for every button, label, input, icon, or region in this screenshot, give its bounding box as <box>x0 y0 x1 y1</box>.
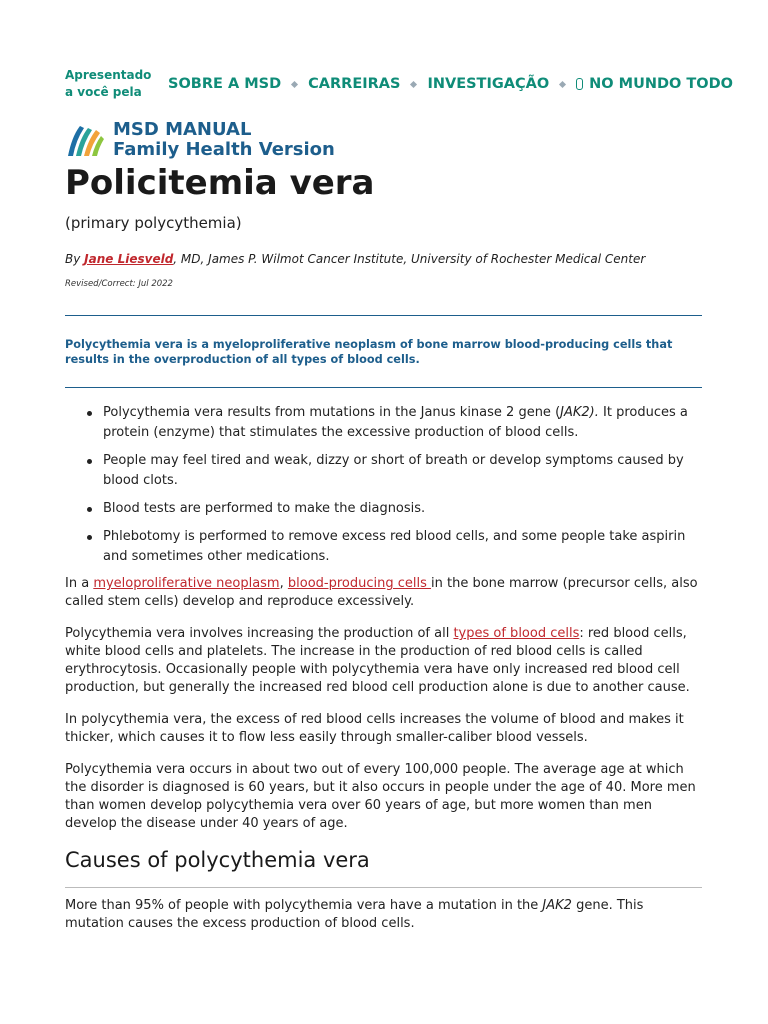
nav-no-mundo-todo[interactable]: NO MUNDO TODO <box>589 76 733 92</box>
types-of-blood-cells-link[interactable]: types of blood cells <box>453 626 580 641</box>
top-bar <box>65 67 733 107</box>
paragraph-4: Polycythemia vera occurs in about two out of every 100,000 people. The average age at which the disorder is diagnosed is 60 years, but it also occurs in people under the age of 40. More men than women develop polycythemia vera over 60 years of age, but more women than men develop the disease under 40 years of age. <box>65 762 696 831</box>
author-link[interactable]: Jane Liesveld <box>84 252 174 266</box>
byline <box>65 252 645 266</box>
paragraph-5: More than 95% of people with polycythemia vera have a mutation in the JAK2 gene. This mutation causes the excess production of blood cells. <box>65 898 644 931</box>
nav-sobre[interactable]: SOBRE A MSD <box>168 76 282 92</box>
summary-bottom-rule <box>65 387 702 388</box>
nav-carreiras[interactable]: CARREIRAS <box>308 76 401 92</box>
presented-line-2: a você pela <box>65 85 142 99</box>
list-item: People may feel tired and weak, dizzy or short of breath or develop symptoms caused by blood clots. <box>65 451 705 491</box>
list-item: Polycythemia vera results from mutations in the Janus kinase 2 gene (JAK2). It produces a protein (enzyme) that stimulates the excessive production of blood cells. <box>65 403 705 443</box>
logo-line-2: Family Health Version <box>113 139 335 160</box>
byline-prefix: By <box>65 252 85 266</box>
summary-text: Polycythemia vera is a myeloproliferative neoplasm of bone marrow blood-producing cells that results in the overproduction of all types of blood cells. <box>65 338 673 366</box>
presented-by-label <box>65 67 165 101</box>
blood-producing-cells-link[interactable]: blood-producing cells <box>287 576 432 591</box>
summary-top-rule <box>65 315 702 316</box>
nav-investigacao[interactable]: INVESTIGAÇÃO <box>427 76 550 92</box>
msd-logo-icon <box>66 120 106 160</box>
presented-line-1: Apresentado <box>65 68 152 82</box>
author-affiliation: , MD, James P. Wilmot Cancer Institute, University of Rochester Medical Center <box>173 252 646 266</box>
list-item: Phlebotomy is performed to remove excess red blood cells, and some people take aspirin and sometimes other medications. <box>65 527 705 567</box>
logo-line-1: MSD MANUAL <box>113 119 252 140</box>
globe-icon <box>576 78 583 90</box>
nav-separator-icon <box>410 80 417 87</box>
paragraph-2: Polycythemia vera involves increasing the production of all types of blood cells: red blood cells, white blood cells and platelets. The increase in the production of red blood cells is called erythrocytosis. Occasionally people with polycythemia vera have only increased red blood cell production, but generally the increased red blood cell production alone is due to another cause. <box>65 626 690 695</box>
top-nav <box>168 76 733 92</box>
paragraph-3: In polycythemia vera, the excess of red blood cells increases the volume of blood and makes it thicker, which causes it to flow less easily through smaller-caliber blood vessels. <box>65 712 684 745</box>
nav-separator-icon <box>559 80 566 87</box>
list-item: Blood tests are performed to make the diagnosis. <box>65 499 705 519</box>
page-subtitle: (primary polycythemia) <box>65 214 242 232</box>
myeloproliferative-neoplasm-link[interactable]: myeloproliferative neoplasm <box>93 576 280 591</box>
section-heading-causes: Causes of polycythemia vera <box>65 848 370 872</box>
paragraph-1: In a myeloproliferative neoplasm, blood-producing cells in the bone marrow (precursor cells, also called stem cells) develop and reproduce excessively. <box>65 576 698 609</box>
key-points-list <box>65 403 705 575</box>
revised-date: Revised/Correct: Jul 2022 <box>65 279 173 289</box>
section-rule <box>65 887 702 888</box>
page-title: Policitemia vera <box>65 163 375 203</box>
nav-separator-icon <box>291 80 298 87</box>
